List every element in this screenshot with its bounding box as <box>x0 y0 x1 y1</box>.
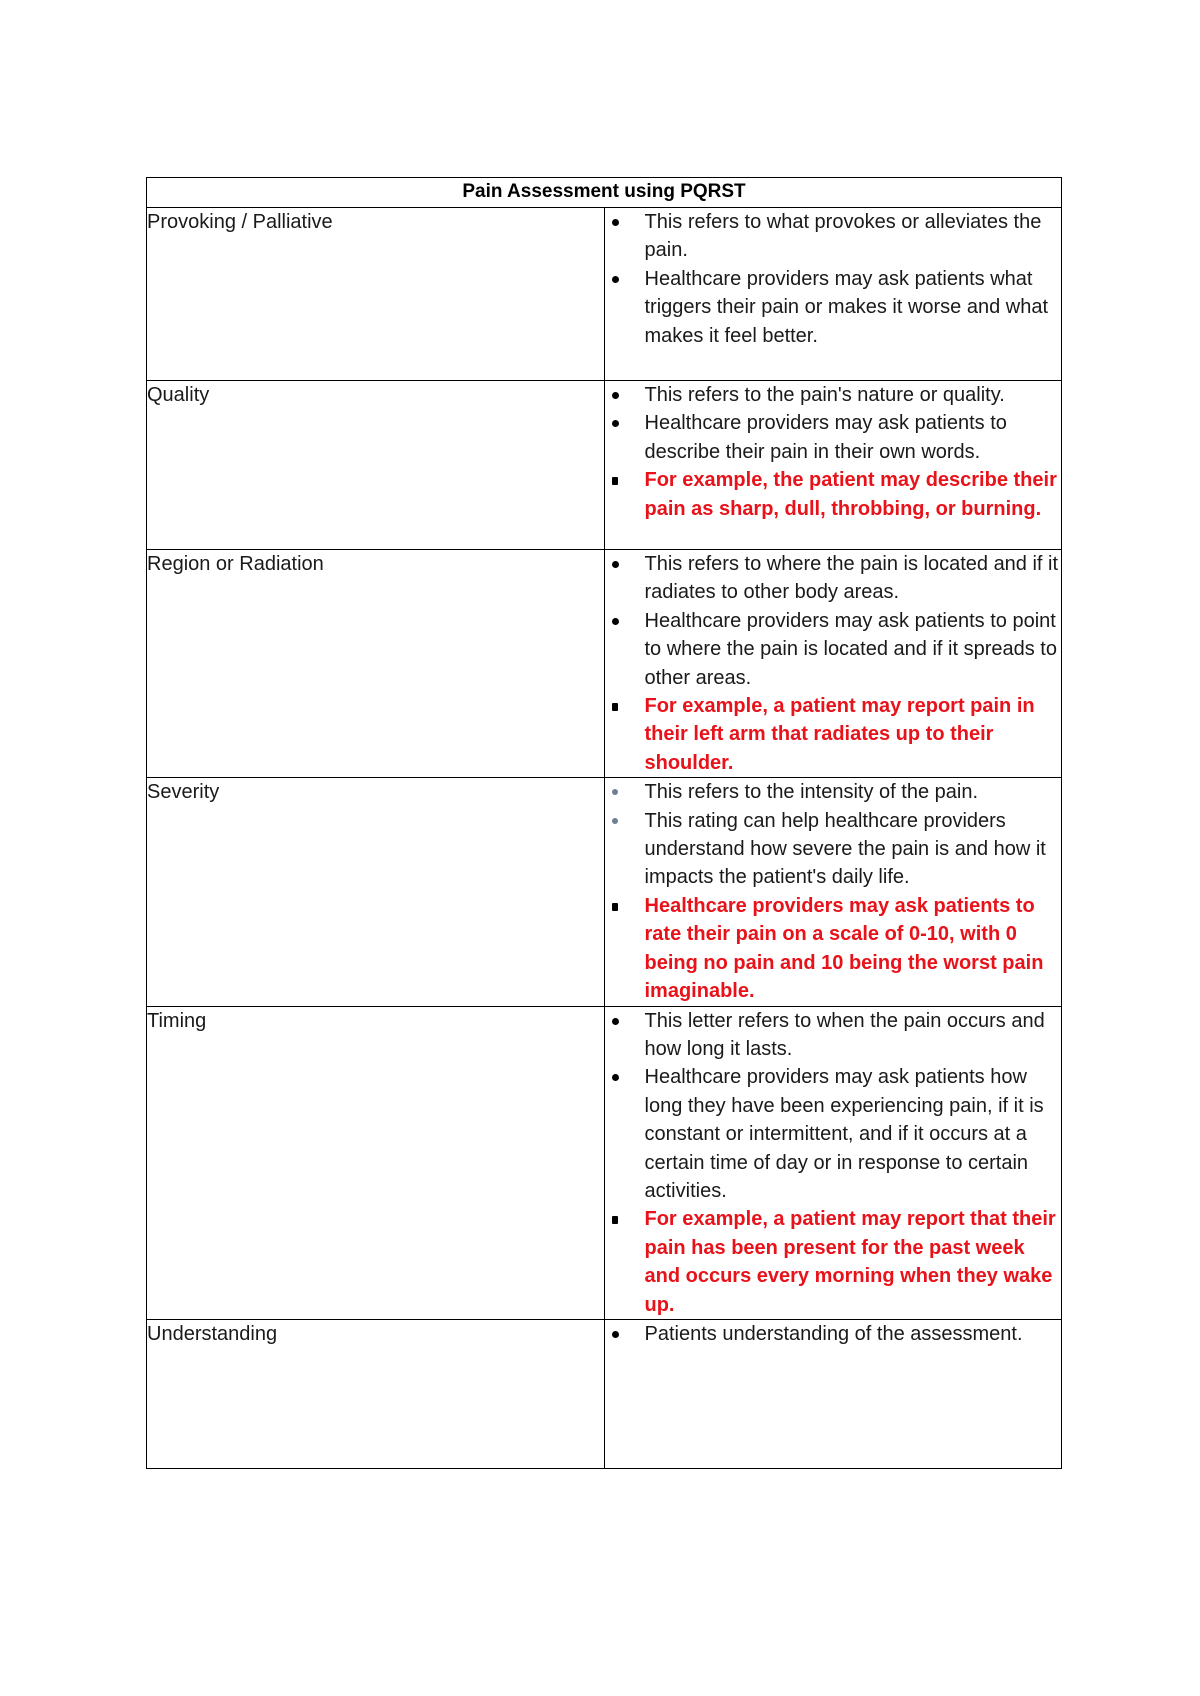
row-label-timing: Timing <box>147 1006 605 1319</box>
example-bullet-item: For example, a patient may report pain in their left arm that radiates up to their shoulder. <box>605 692 1062 777</box>
table-header-row <box>147 178 1062 208</box>
bullet-item: Healthcare providers may ask patients to describe their pain in their own words. <box>605 409 1062 466</box>
bullet-item: Healthcare providers may ask patients what triggers their pain or makes it worse and what makes it feel better. <box>605 265 1062 350</box>
table-title: Pain Assessment using PQRST <box>147 178 1062 208</box>
example-bullet-item: For example, the patient may describe their pain as sharp, dull, throbbing, or burning. <box>605 466 1062 523</box>
table-row-region <box>147 550 1062 778</box>
bullet-item: This refers to the pain's nature or quality. <box>605 381 1062 409</box>
bullet-item: This refers to where the pain is located and if it radiates to other body areas. <box>605 550 1062 607</box>
row-content-region <box>604 550 1062 778</box>
bullet-list <box>605 208 1062 350</box>
row-label-quality: Quality <box>147 381 605 550</box>
bullet-item: This refers to the intensity of the pain. <box>605 778 1062 806</box>
row-content-provoking <box>604 208 1062 381</box>
row-label-understanding: Understanding <box>147 1319 605 1468</box>
row-content-timing <box>604 1006 1062 1319</box>
bullet-item: Healthcare providers may ask patients to point to where the pain is located and if it spreads to other areas. <box>605 607 1062 692</box>
row-content-quality <box>604 381 1062 550</box>
bullet-item: This letter refers to when the pain occurs and how long it lasts. <box>605 1007 1062 1064</box>
bullet-item: Patients understanding of the assessment. <box>605 1320 1062 1348</box>
bullet-list <box>605 1320 1062 1348</box>
table-row-severity <box>147 778 1062 1006</box>
table-row-understanding <box>147 1319 1062 1468</box>
table-row-provoking <box>147 208 1062 381</box>
bullet-list <box>605 381 1062 523</box>
bullet-item: This rating can help healthcare providers understand how severe the pain is and how it impacts the patient's daily life. <box>605 807 1062 892</box>
row-content-understanding <box>604 1319 1062 1468</box>
bullet-list <box>605 1007 1062 1319</box>
bullet-item: Healthcare providers may ask patients how long they have been experiencing pain, if it is constant or intermittent, and if it occurs at a certain time of day or in response to certain activities. <box>605 1063 1062 1205</box>
row-label-severity: Severity <box>147 778 605 1006</box>
bullet-list <box>605 550 1062 777</box>
row-label-region: Region or Radiation <box>147 550 605 778</box>
example-bullet-item: Healthcare providers may ask patients to rate their pain on a scale of 0-10, with 0 being no pain and 10 being the worst pain imaginable. <box>605 892 1062 1006</box>
row-label-provoking: Provoking / Palliative <box>147 208 605 381</box>
table-row-timing <box>147 1006 1062 1319</box>
row-content-severity <box>604 778 1062 1006</box>
pqrst-table <box>146 177 1062 1469</box>
bullet-item: This refers to what provokes or alleviates the pain. <box>605 208 1062 265</box>
example-bullet-item: For example, a patient may report that their pain has been present for the past week and occurs every morning when they wake up. <box>605 1205 1062 1319</box>
table-row-quality <box>147 381 1062 550</box>
bullet-list <box>605 778 1062 1005</box>
